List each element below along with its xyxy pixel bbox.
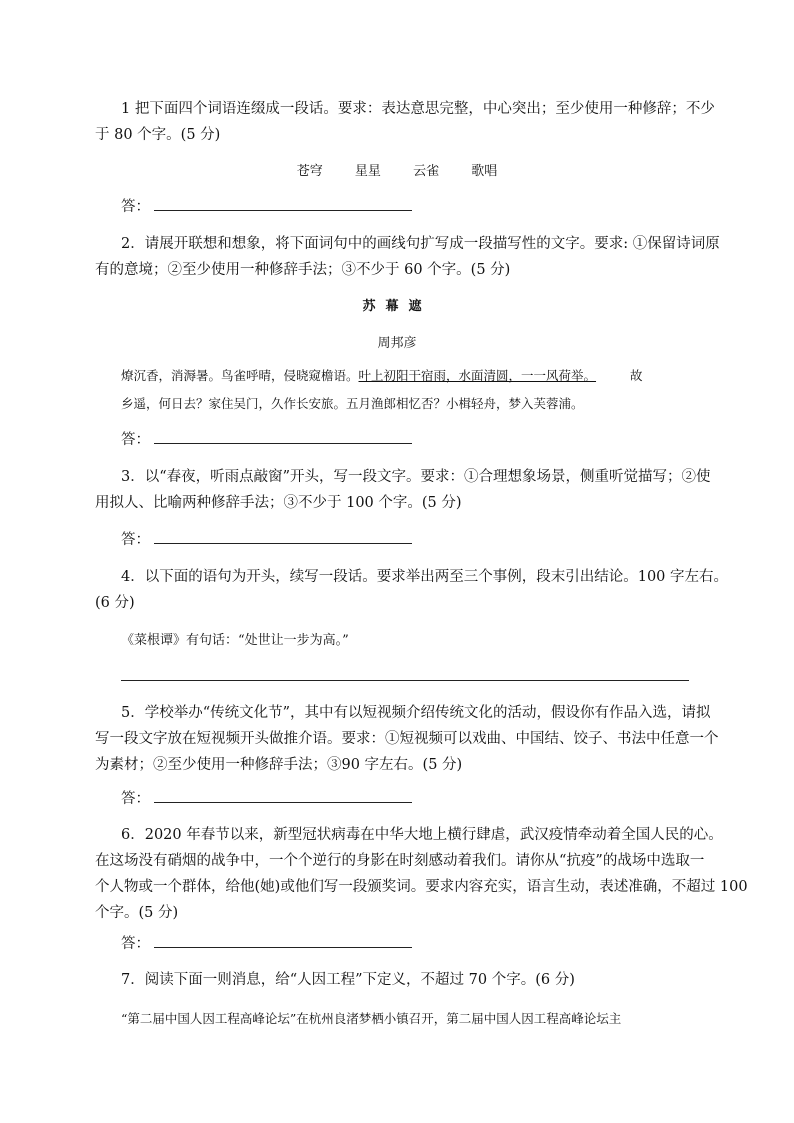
question-4-line-2: (6 分) [95,595,135,611]
answer-blank[interactable] [154,529,412,544]
poem-underlined-sentence: 叶上初阳干宿雨，水面清圆，一一风荷举。 [358,368,597,383]
news-excerpt: “第二届中国人因工程高峰论坛”在杭州良渚梦栖小镇召开，第二届中国人因工程高峰论坛主 [121,1011,622,1026]
answer-1[interactable] [121,196,412,218]
answer-label: 答： [121,432,150,448]
answer-6[interactable] [121,933,412,955]
question-6-line-4: 个字。(5 分) [95,905,179,921]
poem-line-1-tail: 故 [630,368,643,383]
question-2-line-2: 有的意境；②至少使用一种修辞手法；③不少于 60 个字。(5 分) [95,262,511,278]
word-2: 星星 [354,164,381,179]
answer-blank[interactable] [154,196,412,211]
question-3 [95,464,711,516]
question-7 [95,967,705,993]
question-1-line-2: 于 80 个字。(5 分) [95,127,221,143]
answer-label: 答： [121,199,150,215]
answer-5[interactable] [121,788,412,810]
question-1 [95,96,715,148]
question-6-line-3: 个人物或一个群体，给他(她)或他们写一段颁奖词。要求内容充实，语言生动，表述准确，不超过 100 [95,879,748,895]
question-3-line-1: 3．以“春夜，听雨点敲窗”开头，写一段文字。要求：①合理想象场景，侧重听觉描写；②使 [121,469,711,485]
question-3-line-2: 用拟人、比喻两种修辞手法；③不少于 100 个字。(5 分) [95,495,462,511]
question-6-line-1: 6．2020 年春节以来，新型冠状病毒在中华大地上横行肆虐，武汉疫情牵动着全国人民的心。 [121,827,723,843]
question-4-line-1: 4．以下面的语句为开头，续写一段话。要求举出两至三个事例，段末引出结论。100 字左右。 [121,569,729,585]
question-7-line-1: 7．阅读下面一则消息，给“人因工程”下定义，不超过 70 个字。(6 分) [121,972,575,988]
answer-label: 答： [121,936,150,952]
answer-blank[interactable] [154,429,412,444]
answer-2[interactable] [121,429,412,451]
question-6 [95,822,748,926]
word-1: 苍穹 [296,164,323,179]
question-5-line-1: 5．学校举办“传统文化节”，其中有以短视频介绍传统文化的活动，假设你有作品入选，请拟 [121,705,711,721]
answer-blank[interactable] [154,788,412,803]
poem-line-1-plain: 燎沉香，消溽暑。鸟雀呼晴，侵晓窥檐语。 [121,368,359,383]
word-list [0,160,794,179]
question-5-line-2: 写一段文字放在短视频开头做推介语。要求：①短视频可以戏曲、中国结、饺子、书法中任意一个 [95,731,719,747]
answer-blank[interactable] [154,933,412,948]
answer-label: 答： [121,791,150,807]
question-2 [95,231,720,283]
quote: 《菜根谭》有句话：“处世让一步为高。” [121,633,349,648]
poem-title: 苏幕遮 [362,299,432,314]
answer-3[interactable] [121,529,412,551]
answer-label: 答： [121,532,150,548]
poem-author: 周邦彦 [377,336,417,351]
word-4: 歌唱 [471,164,498,179]
poem-body [121,362,711,418]
answer-long-blank[interactable] [121,680,689,681]
question-4 [95,564,729,616]
word-3: 云雀 [413,164,440,179]
poem-line-2: 乡遥，何日去？家住吴门，久作长安旅。五月渔郎相忆否？小楫轻舟，梦入芙蓉浦。 [121,396,584,411]
question-1-line-1: 1 把下面四个词语连缀成一段话。要求：表达意思完整，中心突出；至少使用一种修辞；不少 [121,101,715,117]
question-5 [95,700,719,778]
question-5-line-3: 为素材；②至少使用一种修辞手法；③90 字左右。(5 分) [95,757,463,773]
question-2-line-1: 2．请展开联想和想象，将下面词句中的画线句扩写成一段描写性的文字。要求: ①保留诗词原 [121,236,720,252]
question-6-line-2: 在这场没有硝烟的战争中，一个个逆行的身影在时刻感动着我们。请你从“抗疫”的战场中选取一 [95,853,705,869]
